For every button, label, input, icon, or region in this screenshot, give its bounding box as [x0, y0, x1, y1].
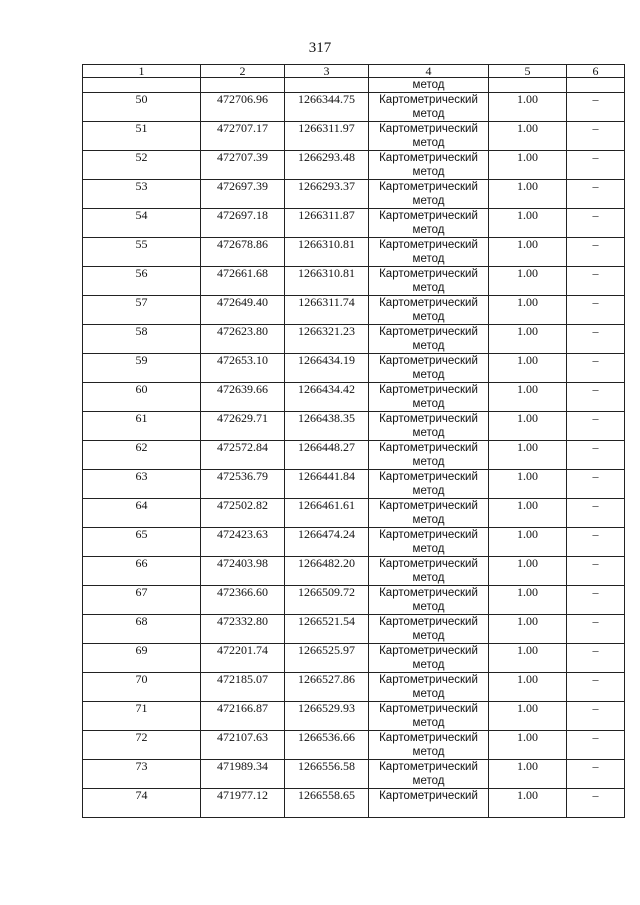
y-coordinate-cell: 1266558.65 — [285, 789, 369, 818]
x-coordinate-cell: 472678.86 — [201, 238, 285, 267]
note-cell: – — [567, 528, 625, 557]
accuracy-cell: 1.00 — [489, 209, 567, 238]
accuracy-cell: 1.00 — [489, 296, 567, 325]
point-number-cell: 58 — [83, 325, 201, 354]
coordinates-table — [82, 64, 625, 818]
method-cell — [369, 557, 489, 586]
accuracy-cell: 1.00 — [489, 122, 567, 151]
method-cell — [369, 470, 489, 499]
method-line-1: Картометрический — [379, 471, 478, 483]
column-header: 5 — [489, 65, 567, 78]
point-number-cell: 69 — [83, 644, 201, 673]
x-coordinate-cell: 471977.12 — [201, 789, 285, 818]
table-row — [83, 354, 625, 383]
note-cell: – — [567, 760, 625, 789]
method-line-1: Картометрический — [379, 703, 478, 715]
table-row — [83, 412, 625, 441]
x-coordinate-cell: 472201.74 — [201, 644, 285, 673]
note-cell: – — [567, 673, 625, 702]
column-header: 1 — [83, 65, 201, 78]
method-line-1: Картометрический — [379, 210, 478, 222]
method-line-1: Картометрический — [379, 123, 478, 135]
y-coordinate-cell: 1266448.27 — [285, 441, 369, 470]
y-coordinate-cell: 1266310.81 — [285, 267, 369, 296]
method-cell — [369, 702, 489, 731]
table-row — [83, 383, 625, 412]
note-cell: – — [567, 702, 625, 731]
accuracy-cell: 1.00 — [489, 789, 567, 818]
table-row — [83, 441, 625, 470]
x-coordinate-cell: 472649.40 — [201, 296, 285, 325]
y-coordinate-cell: 1266311.97 — [285, 122, 369, 151]
method-line-2: метод — [412, 775, 445, 787]
table-row — [83, 528, 625, 557]
note-cell: – — [567, 731, 625, 760]
note-cell: – — [567, 383, 625, 412]
note-cell: – — [567, 93, 625, 122]
method-cell — [369, 296, 489, 325]
table-row — [83, 702, 625, 731]
point-number-cell: 56 — [83, 267, 201, 296]
method-line-2: метод — [412, 427, 445, 439]
method-cell — [369, 383, 489, 412]
note-cell: – — [567, 586, 625, 615]
table-row — [83, 499, 625, 528]
accuracy-cell: 1.00 — [489, 93, 567, 122]
point-number-cell: 67 — [83, 586, 201, 615]
y-coordinate-cell: 1266461.61 — [285, 499, 369, 528]
accuracy-cell: 1.00 — [489, 441, 567, 470]
y-coordinate-cell: 1266293.48 — [285, 151, 369, 180]
accuracy-cell: 1.00 — [489, 673, 567, 702]
method-line-2: метод — [412, 108, 445, 120]
method-line-2: метод — [412, 485, 445, 497]
accuracy-cell: 1.00 — [489, 731, 567, 760]
table-row — [83, 267, 625, 296]
table-row — [83, 180, 625, 209]
table-row — [83, 325, 625, 354]
page-number: 317 — [308, 40, 332, 56]
method-line-1: Картометрический — [379, 413, 478, 425]
x-coordinate-cell: 472707.39 — [201, 151, 285, 180]
table-row — [83, 673, 625, 702]
column-header: 6 — [567, 65, 625, 78]
point-number-cell: 63 — [83, 470, 201, 499]
y-coordinate-cell: 1266434.42 — [285, 383, 369, 412]
table-row — [83, 731, 625, 760]
note-cell: – — [567, 122, 625, 151]
x-coordinate-cell: 472623.80 — [201, 325, 285, 354]
method-cell — [369, 354, 489, 383]
point-number-cell: 52 — [83, 151, 201, 180]
point-number-cell: 72 — [83, 731, 201, 760]
x-coordinate-cell: 472572.84 — [201, 441, 285, 470]
accuracy-cell: 1.00 — [489, 325, 567, 354]
method-line-2: метод — [412, 137, 445, 149]
accuracy-cell: 1.00 — [489, 557, 567, 586]
point-number-cell: 57 — [83, 296, 201, 325]
method-line-2: метод — [412, 572, 445, 584]
method-line-1: Картометрический — [379, 500, 478, 512]
point-number-cell: 73 — [83, 760, 201, 789]
accuracy-cell: 1.00 — [489, 383, 567, 412]
table-row — [83, 615, 625, 644]
note-cell: – — [567, 209, 625, 238]
x-coordinate-cell: 472697.18 — [201, 209, 285, 238]
accuracy-cell: 1.00 — [489, 412, 567, 441]
method-cell — [369, 180, 489, 209]
table-row — [83, 122, 625, 151]
y-coordinate-cell: 1266441.84 — [285, 470, 369, 499]
point-number-cell: 62 — [83, 441, 201, 470]
method-cell — [369, 615, 489, 644]
table-row — [83, 238, 625, 267]
point-number-cell: 61 — [83, 412, 201, 441]
note-cell: – — [567, 615, 625, 644]
table-row — [83, 470, 625, 499]
method-cell — [369, 499, 489, 528]
method-line-1: Картометрический — [379, 587, 478, 599]
method-line-2: метод — [412, 514, 445, 526]
method-cell — [369, 731, 489, 760]
accuracy-cell: 1.00 — [489, 644, 567, 673]
x-coordinate-cell: 472185.07 — [201, 673, 285, 702]
x-coordinate-cell: 472707.17 — [201, 122, 285, 151]
x-coordinate-cell: 472502.82 — [201, 499, 285, 528]
accuracy-cell: 1.00 — [489, 267, 567, 296]
method-cell — [369, 760, 489, 789]
y-coordinate-cell: 1266556.58 — [285, 760, 369, 789]
method-cell — [369, 209, 489, 238]
method-line-1: Картометрический — [379, 761, 478, 773]
y-coordinate-cell: 1266474.24 — [285, 528, 369, 557]
method-line-2: метод — [412, 659, 445, 671]
x-coordinate-cell: 472653.10 — [201, 354, 285, 383]
x-coordinate-cell: 471989.34 — [201, 760, 285, 789]
method-line-2: метод — [412, 543, 445, 555]
note-cell: – — [567, 412, 625, 441]
method-cell — [369, 238, 489, 267]
method-line-2: метод — [412, 224, 445, 236]
point-number-cell: 50 — [83, 93, 201, 122]
column-header: 4 — [369, 65, 489, 78]
accuracy-cell: 1.00 — [489, 238, 567, 267]
point-number-cell: 55 — [83, 238, 201, 267]
method-line-2: метод — [412, 195, 445, 207]
method-cell — [369, 122, 489, 151]
method-cell — [369, 789, 489, 818]
point-number-cell: 60 — [83, 383, 201, 412]
table-row — [83, 557, 625, 586]
accuracy-cell: 1.00 — [489, 180, 567, 209]
y-coordinate-cell: 1266529.93 — [285, 702, 369, 731]
method-line-1: Картометрический — [379, 297, 478, 309]
point-number-cell: 66 — [83, 557, 201, 586]
y-coordinate-cell: 1266311.87 — [285, 209, 369, 238]
y-coordinate-cell: 1266536.66 — [285, 731, 369, 760]
note-cell: – — [567, 238, 625, 267]
accuracy-cell: 1.00 — [489, 151, 567, 180]
note-cell: – — [567, 441, 625, 470]
point-number-cell: 70 — [83, 673, 201, 702]
method-line-2: метод — [412, 688, 445, 700]
x-coordinate-cell: 472639.66 — [201, 383, 285, 412]
note-cell: – — [567, 499, 625, 528]
column-header: 3 — [285, 65, 369, 78]
table-row — [83, 93, 625, 122]
accuracy-cell: 1.00 — [489, 586, 567, 615]
note-cell: – — [567, 354, 625, 383]
method-line-1: Картометрический — [379, 181, 478, 193]
point-number-cell: 51 — [83, 122, 201, 151]
method-line-1: Картометрический — [379, 732, 478, 744]
point-number-cell: 65 — [83, 528, 201, 557]
column-header: 2 — [201, 65, 285, 78]
note-cell: – — [567, 267, 625, 296]
table-row — [83, 296, 625, 325]
x-coordinate-cell: 472332.80 — [201, 615, 285, 644]
method-line-1: Картометрический — [379, 616, 478, 628]
method-cell — [369, 151, 489, 180]
method-cell — [369, 325, 489, 354]
method-line-2: метод — [412, 340, 445, 352]
method-line-2: метод — [412, 166, 445, 178]
method-line-1: Картометрический — [379, 152, 478, 164]
method-line-2: метод — [412, 311, 445, 323]
continued-method-cell: метод — [369, 78, 489, 93]
point-number-cell: 64 — [83, 499, 201, 528]
method-line-1: Картометрический — [379, 558, 478, 570]
point-number-cell: 54 — [83, 209, 201, 238]
table-row — [83, 644, 625, 673]
y-coordinate-cell: 1266344.75 — [285, 93, 369, 122]
x-coordinate-cell: 472403.98 — [201, 557, 285, 586]
x-coordinate-cell: 472661.68 — [201, 267, 285, 296]
x-coordinate-cell: 472629.71 — [201, 412, 285, 441]
column-number-header-row — [83, 65, 625, 78]
note-cell: – — [567, 180, 625, 209]
point-number-cell: 53 — [83, 180, 201, 209]
x-coordinate-cell: 472107.63 — [201, 731, 285, 760]
y-coordinate-cell: 1266438.35 — [285, 412, 369, 441]
y-coordinate-cell: 1266310.81 — [285, 238, 369, 267]
note-cell: – — [567, 325, 625, 354]
accuracy-cell: 1.00 — [489, 760, 567, 789]
accuracy-cell: 1.00 — [489, 528, 567, 557]
method-cell — [369, 93, 489, 122]
y-coordinate-cell: 1266482.20 — [285, 557, 369, 586]
accuracy-cell: 1.00 — [489, 499, 567, 528]
accuracy-cell: 1.00 — [489, 702, 567, 731]
method-line-1: Картометрический — [379, 355, 478, 367]
accuracy-cell: 1.00 — [489, 470, 567, 499]
method-cell — [369, 586, 489, 615]
method-line-2: метод — [412, 746, 445, 758]
method-line-1: Картометрический — [379, 384, 478, 396]
y-coordinate-cell: 1266293.37 — [285, 180, 369, 209]
table-row — [83, 151, 625, 180]
note-cell: – — [567, 789, 625, 818]
y-coordinate-cell: 1266434.19 — [285, 354, 369, 383]
point-number-cell: 59 — [83, 354, 201, 383]
method-line-1: Картометрический — [379, 94, 478, 106]
x-coordinate-cell: 472536.79 — [201, 470, 285, 499]
note-cell: – — [567, 296, 625, 325]
method-cell — [369, 441, 489, 470]
note-cell: – — [567, 557, 625, 586]
x-coordinate-cell: 472423.63 — [201, 528, 285, 557]
y-coordinate-cell: 1266509.72 — [285, 586, 369, 615]
point-number-cell: 71 — [83, 702, 201, 731]
point-number-cell: 68 — [83, 615, 201, 644]
accuracy-cell: 1.00 — [489, 615, 567, 644]
y-coordinate-cell: 1266521.54 — [285, 615, 369, 644]
method-line-1: Картометрический — [379, 529, 478, 541]
method-line-2: метод — [412, 630, 445, 642]
accuracy-cell: 1.00 — [489, 354, 567, 383]
note-cell: – — [567, 644, 625, 673]
table-row — [83, 789, 625, 818]
method-cell — [369, 267, 489, 296]
x-coordinate-cell: 472166.87 — [201, 702, 285, 731]
method-line-1: Картометрический — [379, 645, 478, 657]
x-coordinate-cell: 472697.39 — [201, 180, 285, 209]
method-line-2: метод — [412, 253, 445, 265]
continued-row — [83, 78, 625, 93]
y-coordinate-cell: 1266527.86 — [285, 673, 369, 702]
note-cell: – — [567, 151, 625, 180]
method-cell — [369, 528, 489, 557]
method-line-1: Картометрический — [379, 268, 478, 280]
method-line-2: метод — [412, 601, 445, 613]
y-coordinate-cell: 1266525.97 — [285, 644, 369, 673]
y-coordinate-cell: 1266321.23 — [285, 325, 369, 354]
table-row — [83, 760, 625, 789]
method-line-2: метод — [412, 369, 445, 381]
method-line-1: Картометрический — [379, 239, 478, 251]
y-coordinate-cell: 1266311.74 — [285, 296, 369, 325]
table-row — [83, 586, 625, 615]
method-line-2: метод — [412, 398, 445, 410]
x-coordinate-cell: 472706.96 — [201, 93, 285, 122]
method-line-2: метод — [412, 282, 445, 294]
method-line-1: Картометрический — [379, 442, 478, 454]
note-cell: – — [567, 470, 625, 499]
method-line-2: метод — [412, 456, 445, 468]
method-line-1: Картометрический — [379, 790, 478, 802]
method-line-2: метод — [412, 717, 445, 729]
method-line-1: Картометрический — [379, 326, 478, 338]
table-row — [83, 209, 625, 238]
method-cell — [369, 644, 489, 673]
x-coordinate-cell: 472366.60 — [201, 586, 285, 615]
method-cell — [369, 673, 489, 702]
point-number-cell: 74 — [83, 789, 201, 818]
method-cell — [369, 412, 489, 441]
method-line-1: Картометрический — [379, 674, 478, 686]
